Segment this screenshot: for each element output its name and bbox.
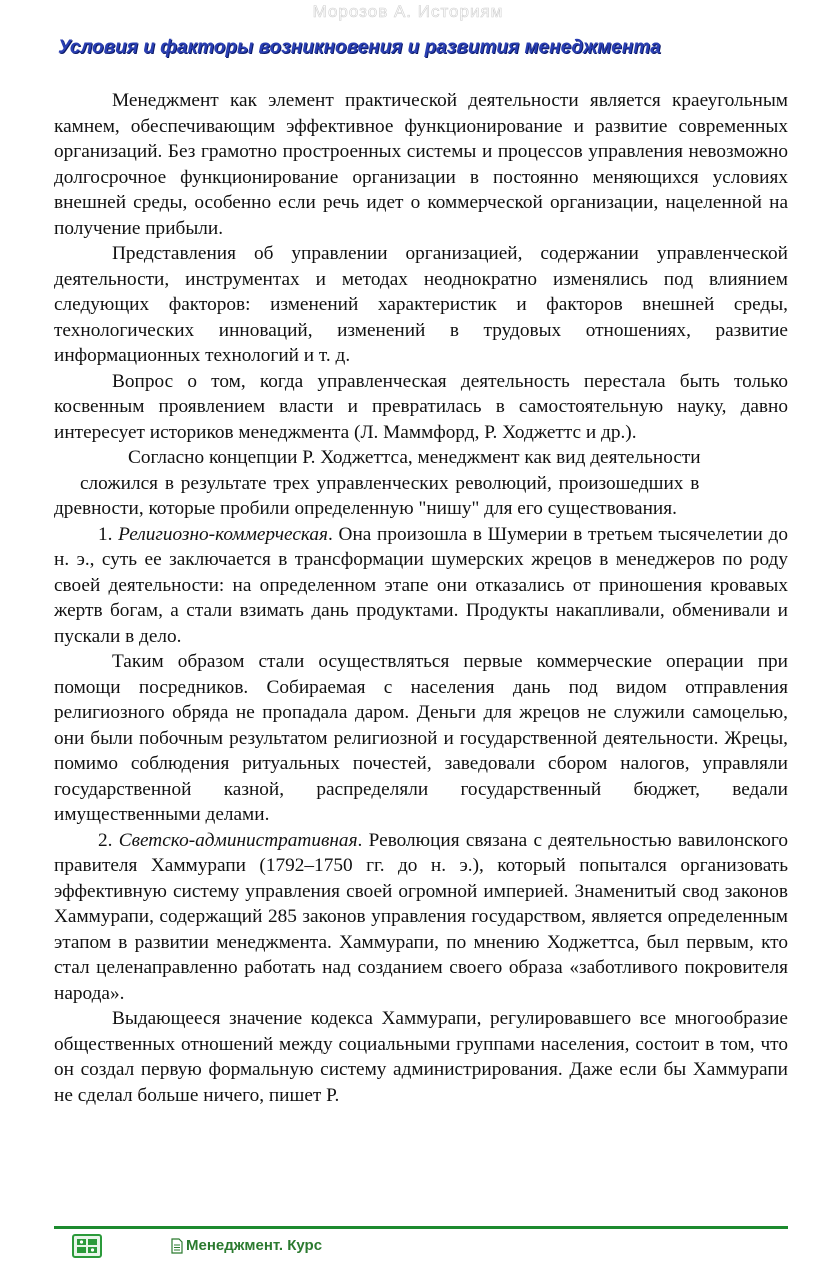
page-watermark: Морозов А. Историям bbox=[312, 2, 504, 21]
footer-divider bbox=[54, 1226, 788, 1229]
paragraph-4-line-2: сложился в результате трех управленческих революций, произошедших в bbox=[80, 472, 700, 494]
paragraph-8: Выдающееся значение кодекса Хаммурапи, регулировавшего все многообразие общественных отношений между социальными группами населения, состоит в том, что он создал первую формальную систему администрирования. Даже если бы Хаммурапи не сделал больше ничего, пишет Р. bbox=[54, 1008, 788, 1106]
course-logo-icon bbox=[72, 1234, 102, 1258]
list-number-2: 2. bbox=[98, 829, 113, 851]
paragraph-4 bbox=[54, 445, 788, 522]
body-text bbox=[54, 88, 788, 1108]
footer-course-title: Менеджмент. Курс bbox=[186, 1237, 323, 1254]
paragraph-6: Таким образом стали осуществляться первые коммерческие операции при помощи посредников. Собираемая с населения дань под видом отправления религиозного обряда не пропадала даром. Деньги для жрецов не служили самоцелью, они были побочным результатом религиозной и государственной деятельности. Жрецы, помимо соблюдения ритуальных почестей, заведовали сбором налогов, управляли государственной казной, распределяли государственный бюджет, ведали имущественными делами. bbox=[54, 651, 788, 825]
section-heading: Условия и факторы возникновения и развития менеджмента bbox=[58, 37, 661, 58]
list-number-1: 1. bbox=[98, 523, 113, 545]
revolution-title-1: Религиозно-коммерческая bbox=[118, 523, 329, 545]
paragraph-4-line-3: древности, которые пробили определенную "нишу" для его существования. bbox=[54, 498, 677, 519]
document-icon bbox=[171, 1238, 183, 1254]
paragraph-7 bbox=[54, 828, 788, 1007]
paragraph-2: Представления об управлении организацией, содержании управленческой деятельности, инструментах и методах неоднократно изменялись под влиянием следующих факторов: изменений характеристик и факторов внешней среды, технологических инноваций, изменений в трудовых отношениях, развитие информационных технологий и т. д. bbox=[54, 243, 788, 366]
paragraph-7-text: . Революция связана с деятельностью вавилонского правителя Хаммурапи (1792–1750 гг. до н. э.), который попытался организовать эффективную систему управления своей огромной империей. Знаменитый свод законов Хаммурапи, содержащий 285 законов управления государством, является определенным этапом в развитии менеджмента. Хаммурапи, по мнению Ходжеттса, был первым, кто стал целенаправленно работать над созданием своего образа «заботливого покровителя народа». bbox=[54, 829, 788, 1004]
paragraph-5 bbox=[54, 522, 788, 650]
paragraph-4-line-1: Согласно концепции Р. Ходжеттса, менеджмент как вид деятельности bbox=[128, 447, 701, 468]
paragraph-3: Вопрос о том, когда управленческая деятельность перестала быть только косвенным проявлением власти и превратилась в самостоятельную науку, давно интересует историков менеджмента (Л. Маммфорд, Р. Ходжеттс и др.). bbox=[54, 370, 788, 443]
paragraph-5-text: . Она произошла в Шумерии в третьем тысячелетии до н. э., суть ее заключается в трансформации шумерских жрецов в менеджеров по роду своей деятельности: на определенном этапе они отказались от приношения кровавых жертв богам, а стали взимать дань продуктами. Продукты накапливали, обменивали и пускали в дело. bbox=[54, 523, 788, 647]
revolution-title-2: Светско-административная bbox=[118, 829, 358, 851]
paragraph-1: Менеджмент как элемент практической деятельности является краеугольным камнем, обеспечивающим эффективное функционирование и развитие современных организаций. Без грамотно простроенных системы и процессов управления невозможно долгосрочное функционирование организации в постоянно меняющихся условиях внешней среды, особенно если речь идет о коммерческой организации, нацеленной на получение прибыли. bbox=[54, 90, 788, 239]
